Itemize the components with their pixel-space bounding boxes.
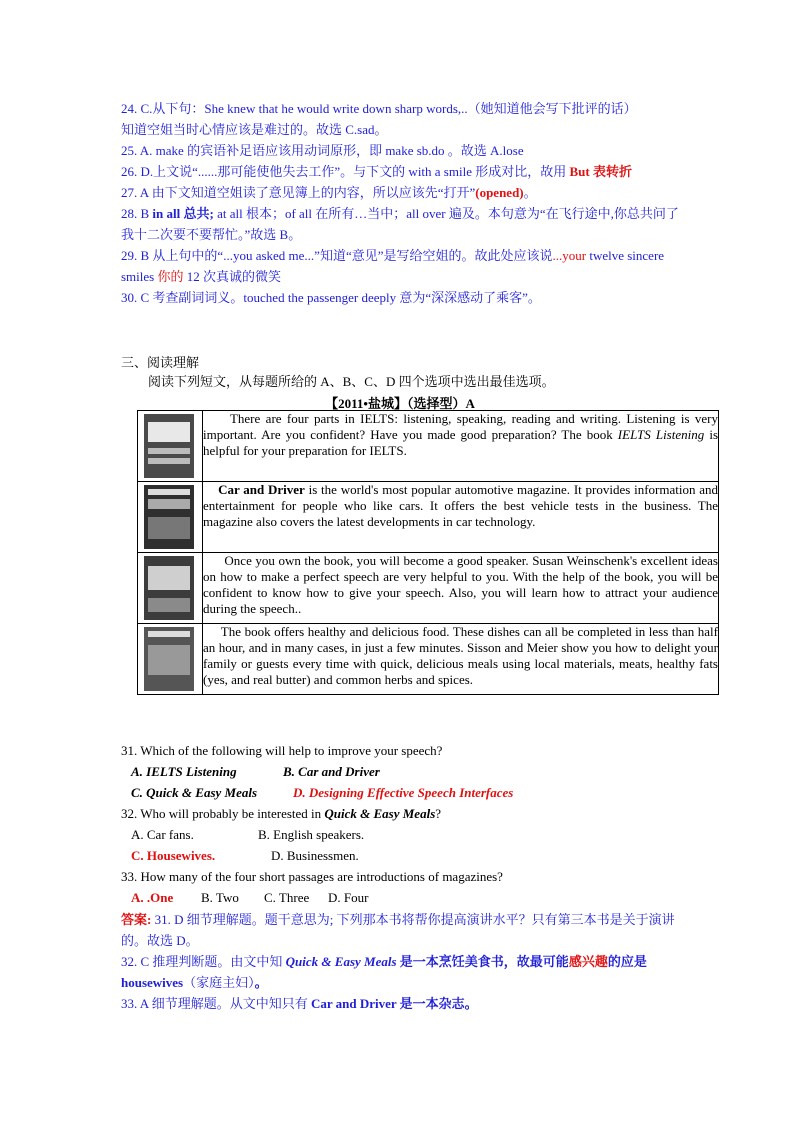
ad-text-ielts: There are four parts in IELTS: listening, speaking, reading and writing. Listening is very important. Are you confident? Have you made good preparation? The book IELTS Listening is helpful for your preparation for IELTS. [203, 411, 719, 482]
question-32-option-c: C. Housewives. [131, 848, 216, 863]
ad-image-cell [138, 624, 203, 695]
section-title: 三、阅读理解 [121, 355, 200, 370]
section-instruction: 阅读下列短文，从每题所给的 A、B、C、D 四个选项中选出最佳选项。 [148, 374, 555, 389]
ad-text-meals-book: The book offers healthy and delicious food. These dishes can all be completed in less than half an hour, and in many cases, in just a few minutes. Sisson and Meier show you how to delight your family or guests every time with quick, delicious meals using local materials, meats, healthy fats (yes, and real butter) and common herbs and spices. [203, 624, 719, 695]
table-row [138, 482, 719, 553]
ad-image-cell [138, 411, 203, 482]
car-magazine-cover-icon [144, 485, 194, 549]
question-33-option-c: C. Three [264, 890, 310, 905]
explanation-31: 答案: 31. D 细节理解题。题干意思为; 下列那本书将帮你提高演讲水平？只有第三本书是关于演讲的。故选 D。 [121, 912, 675, 948]
ad-image-cell [138, 482, 203, 553]
answer-25: 25. A. make 的宾语补足语应该用动词原形，即 make sb.do 。故选 A.lose [121, 143, 524, 158]
table-row [138, 553, 719, 624]
ielts-book-cover-icon [144, 414, 194, 478]
meals-book-cover-icon [144, 627, 194, 691]
question-33-option-b: B. Two [201, 890, 239, 905]
answer-26: 26. D.上文说“......那可能使他失去工作”。与下文的 with a smile 形成对比，故用 But 表转折 [121, 164, 632, 179]
explanation-33: 33. A 细节理解题。从文中知只有 Car and Driver 是一本杂志。 [121, 996, 478, 1011]
ads-table [137, 410, 719, 695]
answer-29: 29. B 从上句中的“...you asked me...”知道“意见”是写给空姐的。故此处应该说...your twelve sincere smiles 你的 12 次真诚的微笑 [121, 248, 665, 284]
question-32-option-b: B. English speakers. [258, 827, 365, 842]
question-33-option-a: A. .One [131, 890, 174, 905]
question-33-option-d: D. Four [328, 890, 369, 905]
answer-27: 27. A 由下文知道空姐读了意见簿上的内容，所以应该先“打开”(opened)。 [121, 185, 537, 200]
speech-book-cover-icon [144, 556, 194, 620]
table-row [138, 624, 719, 695]
answer-24-cont: 知道空姐当时心情应该是难过的。故选 C.sad。 [121, 122, 388, 137]
answer-28: 28. B in all 总共; at all 根本；of all 在所有…当中；all over 遍及。本句意为“在飞行途中,你总共问了我十二次要不要帮忙。”故选 B。 [121, 206, 679, 242]
explanation-32: 32. C 推理判断题。由文中知 Quick & Easy Meals 是一本烹饪美食书，故最可能感兴趣的应是 housewives（家庭主妇）。 [121, 954, 647, 990]
answer-30: 30. C 考查副词词义。touched the passenger deeply 意为“深深感动了乘客”。 [121, 290, 541, 305]
question-31-option-c: C. Quick & Easy Meals [131, 785, 258, 800]
question-31-option-b: B. Car and Driver [283, 764, 380, 779]
question-33-stem: 33. How many of the four short passages are introductions of magazines? [121, 869, 503, 884]
question-32-stem: 32. Who will probably be interested in Quick & Easy Meals? [121, 806, 442, 821]
question-31-option-a: A. IELTS Listening [131, 764, 237, 779]
answer-explanations-prev [121, 98, 691, 308]
question-31-stem: 31. Which of the following will help to improve your speech? [121, 743, 443, 758]
question-31-option-d: D. Designing Effective Speech Interfaces [293, 785, 514, 800]
ad-image-cell [138, 553, 203, 624]
answer-24: 24. C.从下句：She knew that he would write down sharp words,..（她知道他会写下批评的话） [121, 101, 637, 116]
question-32-option-a: A. Car fans. [131, 827, 194, 842]
question-32-option-d: D. Businessmen. [271, 848, 359, 863]
ad-text-car-and-driver: Car and Driver is the world's most popular automotive magazine. It provides information and entertainment for people who like cars. It offers the best vehicle tests in the business. The magazine also covers the latest developments in car technology. [203, 482, 719, 553]
passage-title: 【2011•盐城】（选择型）A [325, 396, 475, 411]
table-row [138, 411, 719, 482]
answer-explanations [121, 909, 691, 1014]
ad-text-speech-book: Once you own the book, you will become a good speaker. Susan Weinschenk's excellent ideas on how to make a perfect speech are very helpful to you. With the help of the book, you will be confident to know how to give your speech. Also, you will learn how to attract your audience during the speech.. [203, 553, 719, 624]
